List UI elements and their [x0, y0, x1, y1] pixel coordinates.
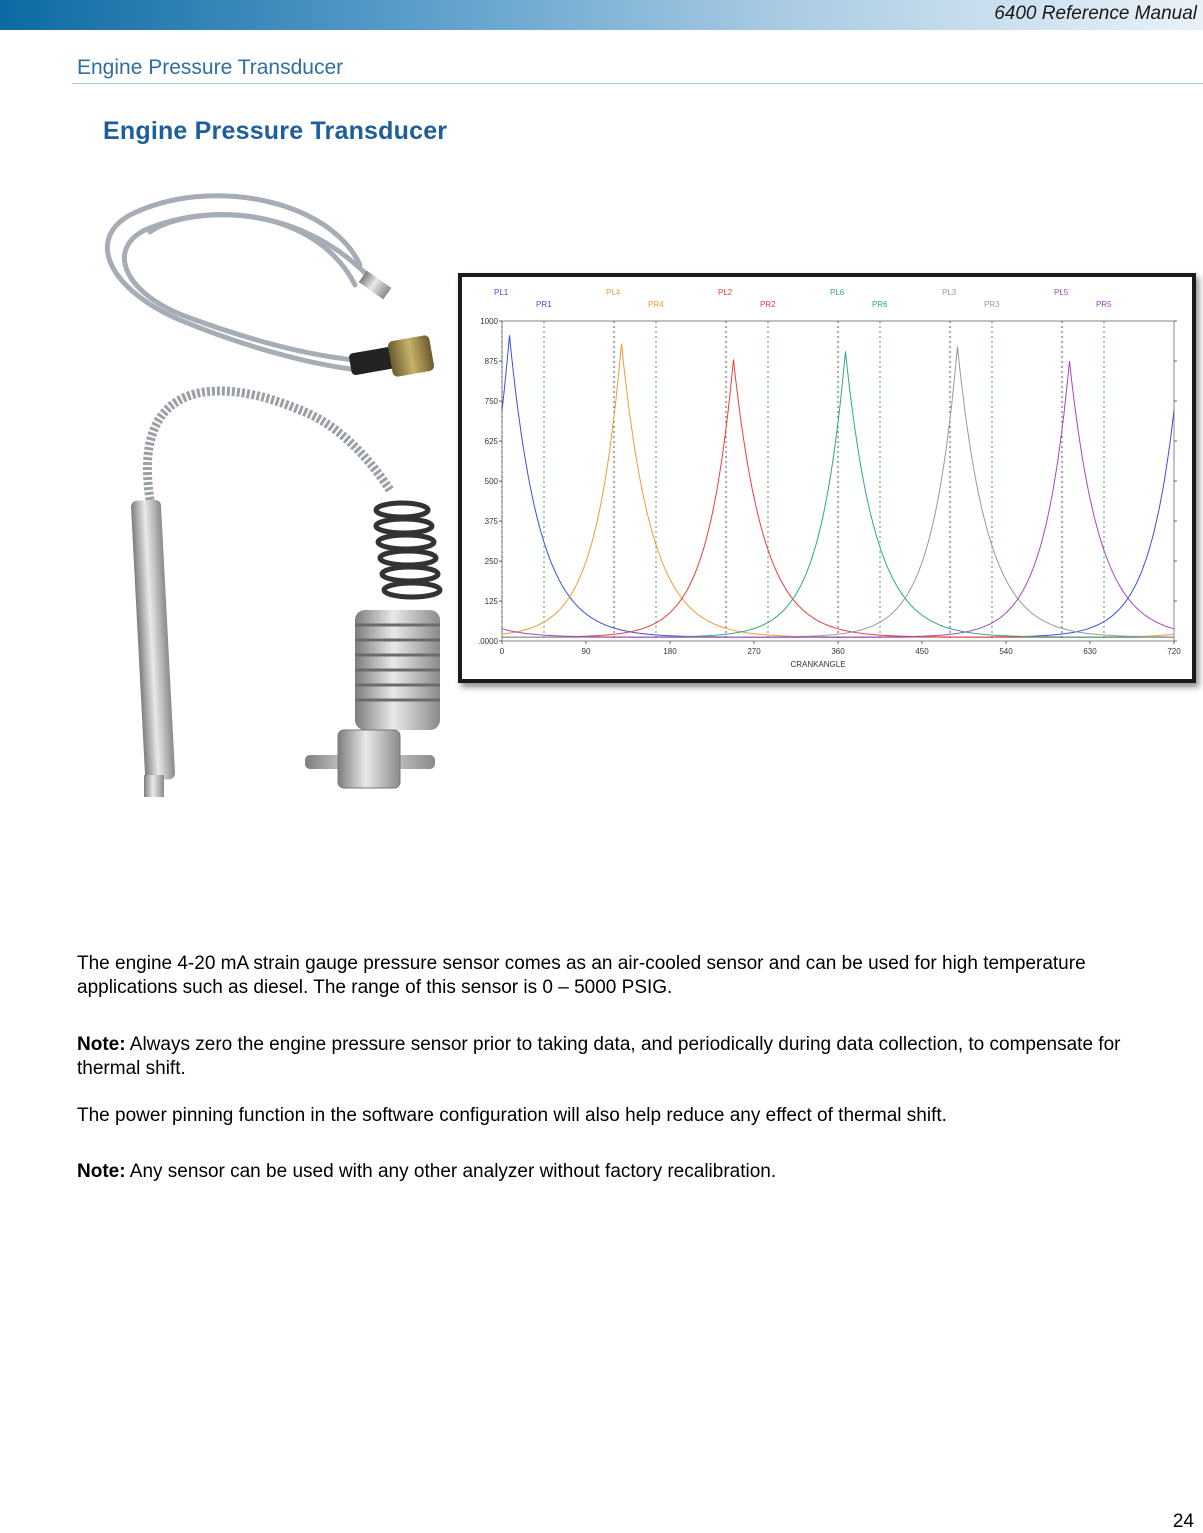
y-tick-label: 125 — [484, 597, 498, 606]
x-tick-label: 720 — [1167, 647, 1181, 656]
y-tick-label: 375 — [484, 517, 498, 526]
page-number: 24 — [1172, 1511, 1194, 1532]
marker-label: PL3 — [942, 288, 957, 297]
spring — [376, 503, 440, 597]
note-zero-sensor — [77, 1033, 1177, 1081]
marker-label: PR6 — [872, 300, 888, 309]
paragraph-power-pinning: The power pinning function in the software configuration will also help reduce any effect of thermal shift. — [77, 1105, 947, 1126]
chart-canvas — [462, 277, 1192, 679]
y-tick-label: .0000 — [477, 637, 498, 646]
y-tick-label: 625 — [484, 437, 498, 446]
x-tick-label: 270 — [747, 647, 761, 656]
marker-label: PL6 — [830, 288, 845, 297]
heat-sink — [355, 610, 440, 730]
x-axis-label: CRANKANGLE — [790, 660, 846, 669]
note-text: Any sensor can be used with any other analyzer without factory recalibration. — [125, 1161, 777, 1182]
x-tick-label: 450 — [915, 647, 929, 656]
section-divider — [72, 83, 1203, 84]
cable-coil — [107, 196, 370, 370]
header-title: 6400 Reference Manual — [994, 3, 1197, 24]
y-tick-label: 500 — [484, 477, 498, 486]
x-tick-label: 540 — [999, 647, 1013, 656]
y-tick-label: 1000 — [480, 317, 498, 326]
note-recalibration — [77, 1160, 1177, 1184]
marker-label: PR5 — [1096, 300, 1112, 309]
marker-label: PL2 — [718, 288, 733, 297]
marker-label: PR1 — [536, 300, 552, 309]
y-tick-label: 750 — [484, 397, 498, 406]
marker-label: PR3 — [984, 300, 1000, 309]
paragraph-sensor-description: The engine 4-20 mA strain gauge pressure sensor comes as an air-cooled sensor and can be used for high temperature applications such as diesel. The range of this sensor is 0 – 5000 PSIG. — [77, 953, 1086, 998]
y-tick-label: 875 — [484, 357, 498, 366]
x-tick-label: 630 — [1083, 647, 1097, 656]
x-tick-label: 180 — [663, 647, 677, 656]
marker-label: PL4 — [606, 288, 621, 297]
section-title: Engine Pressure Transducer — [77, 56, 344, 79]
transducer-photo — [90, 170, 450, 810]
figure-title: Engine Pressure Transducer — [103, 117, 448, 145]
marker-label: PR4 — [648, 300, 664, 309]
x-tick-label: 360 — [831, 647, 845, 656]
x-tick-label: 90 — [581, 647, 591, 656]
y-tick-label: 250 — [484, 557, 498, 566]
marker-label: PL1 — [494, 288, 509, 297]
note-label: Note: — [77, 1161, 126, 1182]
note-text: Always zero the engine pressure sensor prior to taking data, and periodically during data collection, to compensate for thermal shift. — [77, 1034, 1121, 1079]
x-tick-label: 0 — [499, 647, 505, 656]
note-label: Note: — [77, 1034, 126, 1055]
marker-label: PR2 — [760, 300, 776, 309]
crank-angle-pressure-chart — [458, 273, 1196, 683]
marker-label: PL5 — [1054, 288, 1069, 297]
